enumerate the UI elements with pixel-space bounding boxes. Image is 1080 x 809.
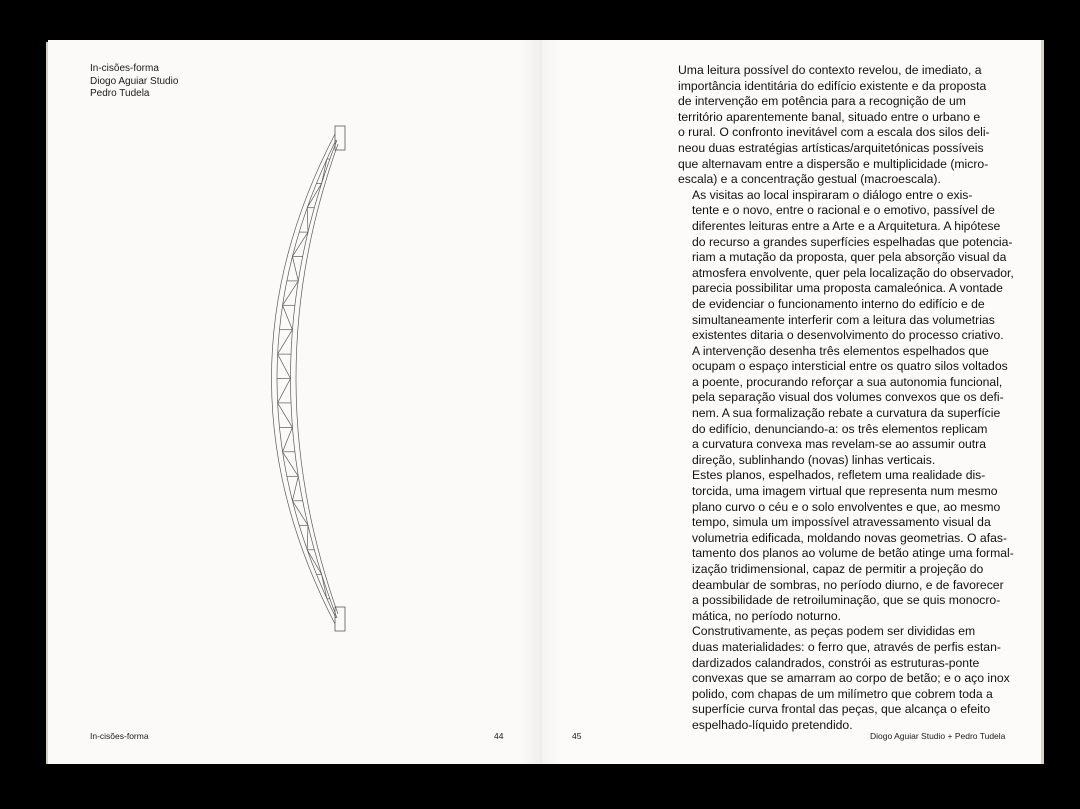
- text-line: a possibilidade de retroiluminação, que se quis monocro-: [692, 593, 1001, 608]
- text-line: tamento dos planos ao volume de betão atinge uma formal-: [692, 546, 1014, 561]
- text-line: tempo, simula um impossível atravessamento visual da: [692, 515, 991, 530]
- truss-diagonal: [292, 257, 298, 281]
- text-line: neou duas estratégias artísticas/arquitetónicas possíveis: [678, 140, 984, 155]
- text-line: pela separação visual dos volumes convexos que os defi-: [692, 390, 1004, 405]
- outer-chord: [272, 134, 336, 624]
- inner-chord: [291, 140, 338, 618]
- text-line: nem. A sua formalização rebate a curvatura da superfície: [692, 406, 1001, 421]
- truss-diagonal: [307, 208, 308, 232]
- paragraph-3: [678, 343, 1008, 469]
- text-line: volumetria edificada, moldando novas geometrias. O afas-: [692, 530, 1008, 545]
- right-page: [541, 40, 1041, 764]
- text-line: do edifício, denunciando-a: os três elementos replicam: [692, 421, 988, 436]
- inner-chord-inner-line: [296, 144, 338, 614]
- left-page-number: 44: [494, 731, 504, 741]
- truss-diagonal: [278, 379, 291, 403]
- text-line: diferentes leituras entre a Arte e a Arquitetura. A hipótese: [692, 218, 1001, 233]
- truss-diagonal: [292, 232, 308, 256]
- right-footer-credit: Diogo Aguiar Studio + Pedro Tudela: [870, 731, 1006, 741]
- paragraph-4: [678, 468, 1014, 624]
- left-footer-title: In-cisões-forma: [90, 731, 149, 741]
- top-bracket: [335, 126, 345, 150]
- page-edge-right: [1041, 40, 1044, 764]
- text-line: simultaneamente interferir com a leitura das volumetrias: [692, 312, 995, 327]
- truss-diagonal: [283, 427, 293, 451]
- text-line: território aparentemente banal, situado entre o urbano e: [678, 109, 981, 124]
- truss-elevation-drawing: [48, 40, 541, 764]
- text-line: o rural. O confronto inevitável com a escala dos silos deli-: [678, 125, 990, 140]
- text-line: dardizados calandrados, constrói as estruturas-ponte: [692, 655, 980, 670]
- text-line: escala) e a concentração gestual (macroescala).: [678, 172, 941, 187]
- truss-diagonal: [307, 525, 308, 550]
- text-line: que alternavam entre a dispersão e multiplicidade (micro-: [678, 156, 989, 171]
- text-line: superfície curva frontal das peças, que alcança o efeito: [692, 702, 991, 717]
- text-line: polido, com chapas de um milímetro que cobrem toda a: [692, 686, 993, 701]
- text-line: do recurso a grandes superfícies espelhadas que potencia-: [692, 234, 1013, 249]
- text-line: tente e o novo, entre o racional e o emotivo, passível de: [692, 203, 995, 218]
- text-line: importância identitária do edifício existente e da proposta: [678, 78, 987, 93]
- body-text: [678, 63, 1014, 734]
- truss-diagonal: [283, 305, 293, 329]
- text-line: Construtivamente, as peças podem ser divididas em: [692, 624, 976, 639]
- text-line: As visitas ao local inspiraram o diálogo entre o exis-: [692, 187, 973, 202]
- text-line: riam a mutação da proposta, quer pela absorção visual da: [692, 250, 1007, 265]
- text-line: a curvatura convexa mas revelam-se ao assumir outra: [692, 437, 986, 452]
- header-title: In-cisões-forma: [90, 63, 159, 74]
- text-line: Estes planos, espelhados, refletem uma realidade dis-: [692, 468, 986, 483]
- truss-diagonal: [278, 403, 293, 428]
- text-line: duas materialidades: o ferro que, através de perfis estan-: [692, 639, 1001, 654]
- header-studio: Diogo Aguiar Studio: [90, 75, 179, 87]
- text-line: atmosfera envolvente, quer pela localização do observador,: [692, 265, 1014, 280]
- text-line: Uma leitura possível do contexto revelou, de imediato, a: [678, 63, 982, 77]
- right-page-number: 45: [572, 731, 582, 741]
- text-line: convexas que se amarram ao corpo de betão; e o aço inox: [692, 671, 1010, 686]
- truss-diagonal: [292, 476, 298, 501]
- text-line: parecia possibilitar uma proposta camaleónica. A vontade: [692, 281, 1003, 296]
- text-line: A intervenção desenha três elementos espelhados que: [692, 343, 989, 358]
- text-line: mática, no período noturno.: [692, 608, 842, 623]
- text-line: plano curvo o céu e o solo envolventes e que, ao mesmo: [692, 499, 1001, 514]
- text-line: deambular de sombras, no período diurno, e de favorecer: [692, 577, 1004, 592]
- text-line: de intervenção em potência para a recognição de um: [678, 94, 966, 109]
- text-line: ocupam o espaço intersticial entre os quatro silos voltados: [692, 359, 1008, 374]
- text-line: a poente, procurando reforçar a sua autonomia funcional,: [692, 374, 1003, 389]
- header-artist: Pedro Tudela: [90, 88, 150, 99]
- text-line: espelhado-líquido pretendido.: [692, 717, 853, 732]
- outer-chord-inner-line: [277, 140, 336, 618]
- left-page: [48, 40, 541, 764]
- truss-diagonal: [278, 330, 293, 354]
- paragraph-1: [678, 63, 993, 188]
- text-line: direção, sublinhando (novas) linhas verticais.: [692, 452, 936, 467]
- text-line: de evidenciar o funcionamento interno do edifício e de: [692, 296, 985, 311]
- text-line: ização tridimensional, capaz de permitir a projeção do: [692, 562, 984, 576]
- text-line: existentes ditaria o desenvolvimento do processo criativo.: [692, 328, 1004, 343]
- text-line: torcida, uma imagem virtual que representa num mesmo: [692, 484, 998, 499]
- truss-web: [277, 159, 330, 599]
- paragraph-2: [678, 187, 1014, 344]
- truss-diagonal: [278, 354, 291, 378]
- paragraph-5: [678, 624, 1010, 733]
- truss-diagonal: [292, 501, 308, 526]
